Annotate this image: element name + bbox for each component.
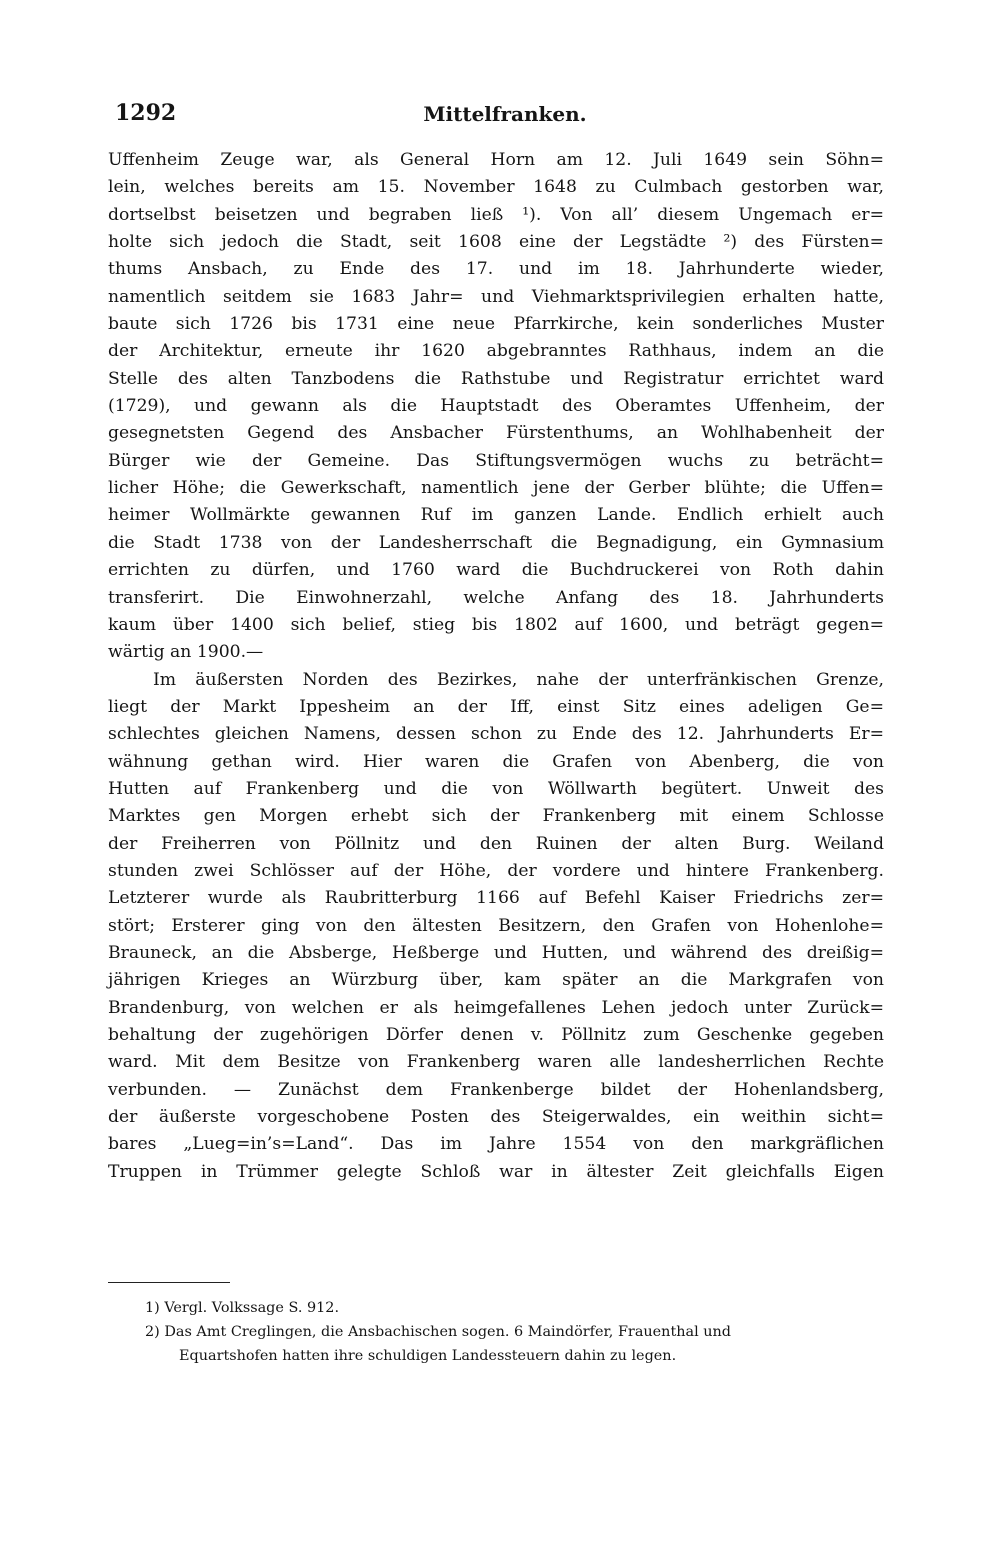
text-line: Brauneck, an die Absberge, Heßberge und Hutten, und während des dreißig= [108,942,884,963]
text-line: Stelle des alten Tanzbodens die Rathstube und Registratur errichtet ward [108,368,884,389]
text-line: schlechtes gleichen Namens, dessen schon zu Ende des 12. Jahrhunderts Er= [108,724,884,745]
body-text [108,147,884,1186]
text-line: stunden zwei Schlösser auf der Höhe, der vordere und hintere Frankenberg. [108,860,884,881]
text-line: liegt der Markt Ippesheim an der Iff, einst Sitz eines adeligen Ge= [108,696,884,717]
text-line: thums Ansbach, zu Ende des 17. und im 18. Jahrhunderte wieder, [108,259,884,280]
footnote-2: 2) Das Amt Creglingen, die Ansbachischen sogen. 6 Maindörfer, Frauenthal und [145,1324,732,1340]
text-line: heimer Wollmärkte gewannen Ruf im ganzen Lande. Endlich erhielt auch [108,505,884,526]
text-line: namentlich seitdem sie 1683 Jahr= und Viehmarktsprivilegien erhalten hatte, [108,286,884,307]
page-header [115,100,885,134]
text-line: stört; Ersterer ging von den ältesten Besitzern, den Grafen von Hohenlohe= [108,915,884,936]
text-line: jährigen Krieges an Würzburg über, kam später an die Markgrafen von [108,970,884,991]
text-line: Marktes gen Morgen erhebt sich der Frankenberg mit einem Schlosse [108,806,884,827]
text-line: dortselbst beisetzen und begraben ließ ¹). Von all’ diesem Ungemach er= [108,204,884,225]
text-line: der Freiherren von Pöllnitz und den Ruinen der alten Burg. Weiland [108,833,884,854]
text-line: der Architektur, erneute ihr 1620 abgebranntes Rathhaus, indem an die [108,341,884,362]
text-line: (1729), und gewann als die Hauptstadt des Oberamtes Uffenheim, der [108,396,884,417]
text-line: transferirt. Die Einwohnerzahl, welche Anfang des 18. Jahrhunderts [108,587,884,608]
text-line: wähnung gethan wird. Hier waren die Grafen von Abenberg, die von [108,751,884,772]
text-line: Uffenheim Zeuge war, als General Horn am 12. Juli 1649 sein Söhn= [108,150,884,170]
text-line: baute sich 1726 bis 1731 eine neue Pfarrkirche, kein sonderliches Muster [108,314,884,335]
footnote-1: 1) Vergl. Volkssage S. 912. [145,1300,340,1316]
text-line: gesegnetsten Gegend des Ansbacher Fürstenthums, an Wohlhabenheit der [108,423,884,444]
text-line: Brandenburg, von welchen er als heimgefallenes Lehen jedoch unter Zurück= [108,997,884,1018]
page-number: 1292 [115,100,177,126]
text-line: errichten zu dürfen, und 1760 ward die Buchdruckerei von Roth dahin [108,560,884,581]
text-line: behaltung der zugehörigen Dörfer denen v. Pöllnitz zum Geschenke gegeben [108,1025,884,1045]
text-line: der äußerste vorgeschobene Posten des Steigerwaldes, ein weithin sicht= [108,1107,884,1128]
text-line: bares „Lueg=in’s=Land“. Das im Jahre 1554 von den markgräflichen [108,1134,884,1155]
text-line: licher Höhe; die Gewerkschaft, namentlich jene der Gerber blühte; die Uffen= [108,478,884,499]
text-line: Letzterer wurde als Raubritterburg 1166 auf Befehl Kaiser Friedrichs zer= [108,888,884,909]
text-line: kaum über 1400 sich belief, stieg bis 1802 auf 1600, und beträgt gegen= [108,614,884,635]
footnote-divider [108,1282,230,1283]
text-line: Truppen in Trümmer gelegte Schloß war in ältester Zeit gleichfalls Eigen [108,1161,884,1182]
text-line: lein, welches bereits am 15. November 1648 zu Culmbach gestorben war, [108,177,884,198]
footnote-2-continuation: Equartshofen hatten ihre schuldigen Landessteuern dahin zu legen. [179,1348,677,1364]
text-line-paragraph-start: Im äußersten Norden des Bezirkes, nahe der unterfränkischen Grenze, [153,669,884,690]
text-line: holte sich jedoch die Stadt, seit 1608 eine der Legstädte ²) des Fürsten= [108,232,884,253]
text-line: die Stadt 1738 von der Landesherrschaft die Begnadigung, ein Gymnasium [108,532,884,553]
footnotes [145,1296,880,1368]
text-line: Hutten auf Frankenberg und die von Wöllwarth begütert. Unweit des [108,778,884,799]
running-head: Mittelfranken. [423,102,587,126]
text-line-paragraph-end: wärtig an 1900.— [108,642,264,663]
text-line: ward. Mit dem Besitze von Frankenberg waren alle landesherrlichen Rechte [108,1052,884,1073]
text-line: verbunden. — Zunächst dem Frankenberge bildet der Hohenlandsberg, [108,1079,884,1100]
text-line: Bürger wie der Gemeine. Das Stiftungsvermögen wuchs zu beträcht= [108,450,884,471]
